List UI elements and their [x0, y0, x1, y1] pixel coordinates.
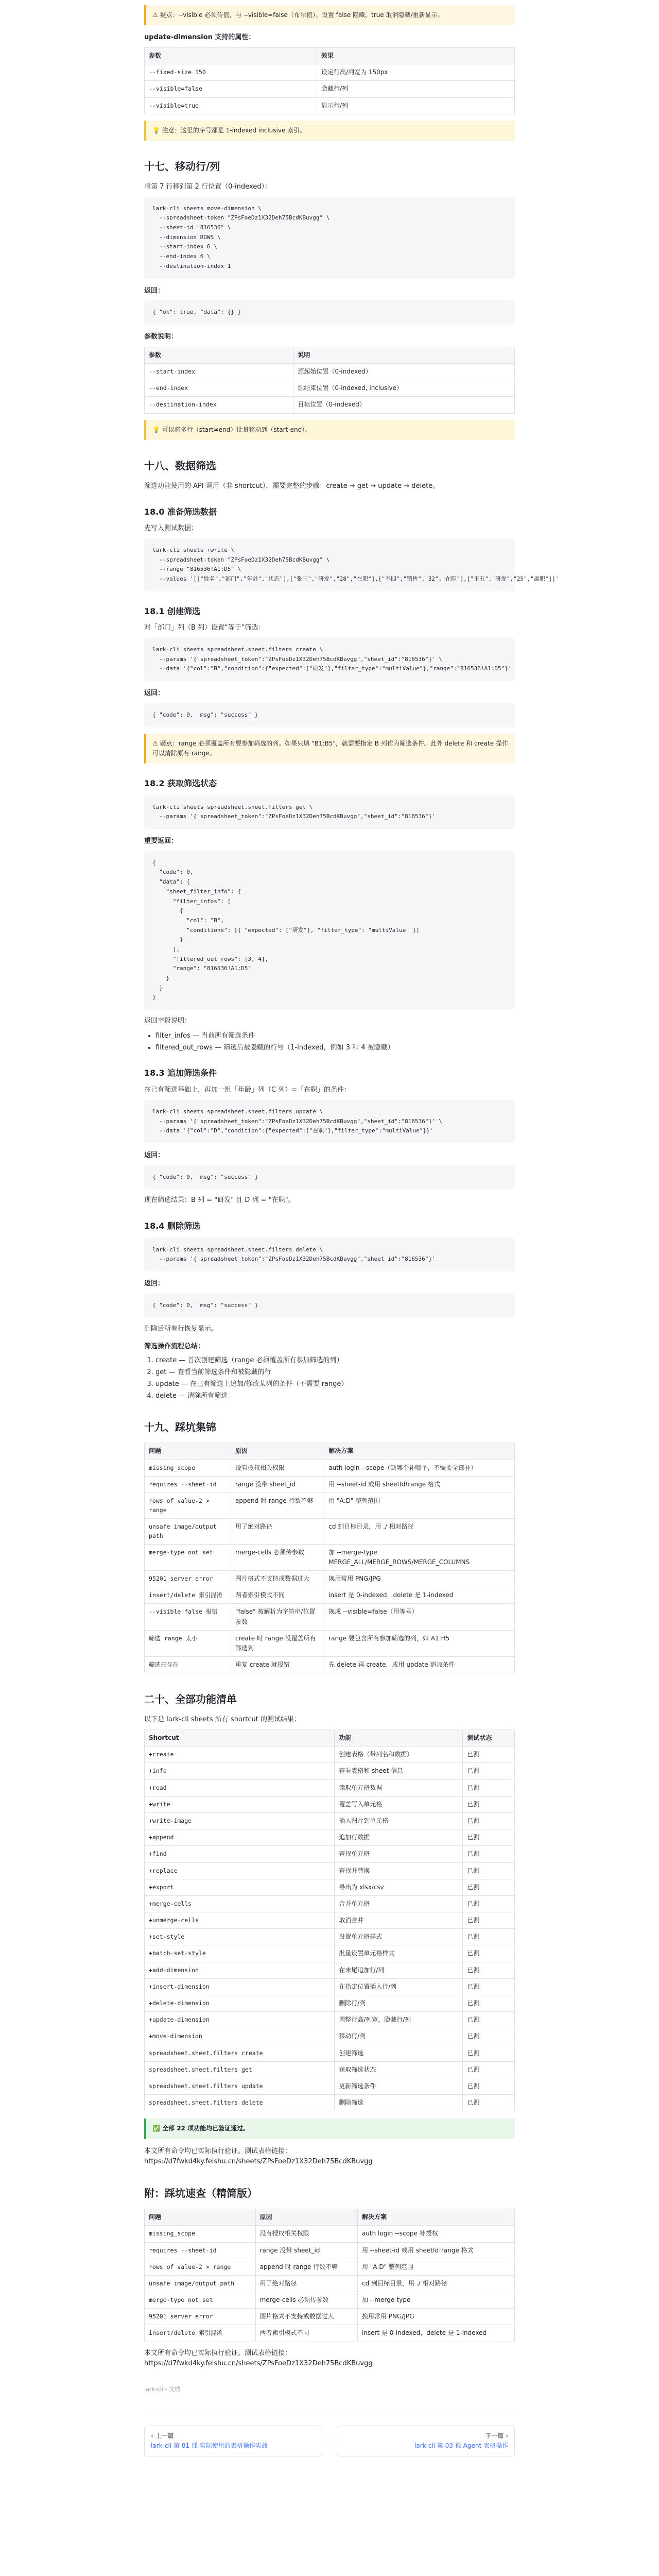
table-row	[145, 81, 515, 97]
cell: +set-style	[145, 1929, 335, 1945]
s18-2-after: 返回字段说明：	[144, 1017, 192, 1025]
cell: append 时 range 行数不够	[255, 2259, 357, 2275]
page	[0, 5, 659, 2477]
cell: 已测	[463, 2012, 515, 2028]
cell: 已测	[463, 1995, 515, 2012]
s18-2-code[interactable]: lark-cli sheets spreadsheet.sheet.filters get \ --params '{"spreadsheet_token":"ZPsFoeDz1X32Deh75BcdKBuvgg","sheet_id":"816536"}'	[144, 795, 515, 829]
cell: 用了绝对路径	[231, 1518, 324, 1544]
col-header: 问题	[145, 2209, 256, 2226]
cell: 获取筛选状态	[335, 2061, 463, 2078]
table-row	[145, 1604, 515, 1630]
cell: 换成 --visible=false（用等号）	[324, 1604, 515, 1630]
table-row	[145, 2325, 515, 2342]
appendix-title: 附：踩坑速查（精简版）	[144, 2187, 257, 2200]
next-label: 下一篇 ›	[485, 2432, 508, 2439]
table-row	[145, 1570, 515, 1587]
cell: cd 到目标目录，用 ./ 相对路径	[324, 1518, 515, 1544]
cell: 两者索引模式不同	[255, 2325, 357, 2342]
table-row	[145, 2061, 515, 2078]
s18-3-desc: 在已有筛选基础上，再加一组「年龄」列（C 列）=「在职」的条件：	[144, 1086, 351, 1094]
cell: 合并单元格	[335, 1895, 463, 1912]
cell: 设置单元格样式	[335, 1929, 463, 1945]
s18-4-title: 18.4 删除筛选	[144, 1221, 201, 1231]
table-row	[145, 1460, 515, 1476]
table-row	[145, 2242, 515, 2259]
table-row	[145, 1879, 515, 1895]
table-row	[145, 97, 515, 114]
prev-label: ‹ 上一篇	[151, 2432, 174, 2439]
cell: 已测	[463, 1912, 515, 1929]
table-row	[145, 1995, 515, 2012]
cell: 创建筛选	[335, 2045, 463, 2061]
cell: --fixed-size 150	[145, 64, 317, 81]
table-row	[145, 1912, 515, 1929]
s18-3-title: 18.3 追加筛选条件	[144, 1068, 217, 1078]
cell: +move-dimension	[145, 2028, 335, 2045]
cell: 取消合并	[335, 1912, 463, 1929]
cell: 读取单元格数据	[335, 1780, 463, 1796]
cell: 已测	[463, 1846, 515, 1862]
s17-result-code[interactable]: { "ok": true, "data": {} }	[144, 300, 515, 325]
cell: 源起始位置（0-indexed）	[293, 364, 515, 380]
table-row	[145, 380, 515, 397]
s18-2-res-label: 重要返回：	[144, 837, 178, 845]
cell: 已测	[463, 1945, 515, 1962]
document	[144, 5, 559, 2456]
s20-table-body	[145, 1747, 515, 2111]
cell: 加 --merge-type MERGE_ALL/MERGE_ROWS/MERGE_COLUMNS	[324, 1544, 515, 1570]
cell: 已测	[463, 1780, 515, 1796]
cell: auth login --scope 补授权	[357, 2226, 514, 2242]
cell: insert 是 0-indexed，delete 是 1-indexed	[324, 1587, 515, 1604]
list-item: 4. delete — 清除所有筛选	[155, 1391, 515, 1402]
prev-page-link[interactable]	[144, 2426, 322, 2456]
cell: merge-cells 必须传参数	[255, 2292, 357, 2309]
cell: 筛选已存在	[145, 1657, 231, 1673]
table-row	[145, 2275, 515, 2292]
cell: 查找单元格	[335, 1846, 463, 1862]
cell: 95201 server error	[145, 2309, 256, 2325]
col-header: 参数	[145, 47, 317, 64]
cell: +write-image	[145, 1812, 335, 1829]
cell: 设定行高/列宽为 150px	[317, 64, 514, 81]
cell: 用 --sheet-id 或用 sheetId!range 格式	[357, 2242, 514, 2259]
s18-1-code[interactable]: lark-cli sheets spreadsheet.sheet.filters create \ --params '{"spreadsheet_token":"ZPsFoeDz1X32Deh75BcdKBuvgg","sheet_id":"816536"}' \ --data '{"col":"B","condition":{"expected":["研发"],"filter_type":"multiValue"},"range":"816536!A1:D5"}'	[144, 638, 515, 681]
cell: 已测	[463, 1895, 515, 1912]
cell: spreadsheet.sheet.filters delete	[145, 2095, 335, 2111]
cell: +unmerge-cells	[145, 1912, 335, 1929]
s18-0-code[interactable]: lark-cli sheets +write \ --spreadsheet-token "ZPsFoeDz1X32Deh75BcdKBuvgg" \ --range "816536!A1:D5" \ --values '[["姓名","部门","年龄","状态"],["张三","研发","28","在职"],["李四","销售","32","在职"],["王五","研发","25","离职"]]'	[144, 538, 515, 591]
table-row	[145, 2095, 515, 2111]
col-header: 效果	[317, 47, 514, 64]
cell: 删除行/列	[335, 1995, 463, 2012]
cell: 批量设置单元格样式	[335, 1945, 463, 1962]
next-page-link[interactable]	[337, 2426, 515, 2456]
cell: 用了绝对路径	[255, 2275, 357, 2292]
cell: 调整行高/列宽，隐藏行/列	[335, 2012, 463, 2028]
cell: 已测	[463, 1879, 515, 1895]
cell: 插入图片到单元格	[335, 1812, 463, 1829]
cell: missing_scope	[145, 1460, 231, 1476]
s18-1-res-code[interactable]: { "code": 0, "msg": "success" }	[144, 703, 515, 727]
col-header: 功能	[335, 1730, 463, 1747]
cell: 导出为 xlsx/csv	[335, 1879, 463, 1895]
table-row	[145, 1657, 515, 1673]
table-row	[145, 1747, 515, 1763]
cell: 用 "A:D" 整列范围	[324, 1493, 515, 1519]
s18-flow-label: 筛选操作流程总结：	[144, 1343, 205, 1351]
cell: insert 是 0-indexed，delete 是 1-indexed	[357, 2325, 514, 2342]
cell: insert/delete 索引混淆	[145, 1587, 231, 1604]
appendix-table-body	[145, 2226, 515, 2342]
cell: unsafe image/output path	[145, 1518, 231, 1544]
s18-3-note: 现在筛选结果：B 列 = "研发" 且 D 列 = "在职"。	[144, 1196, 295, 1205]
table-row	[145, 364, 515, 380]
table-row	[145, 2226, 515, 2242]
cell: 显示行/列	[317, 97, 514, 114]
s18-4-code[interactable]: lark-cli sheets spreadsheet.sheet.filters delete \ --params '{"spreadsheet_token":"ZPsFoeDz1X32Deh75BcdKBuvgg","sheet_id":"816536"}'	[144, 1238, 515, 1272]
table-row	[145, 1929, 515, 1945]
appendix-table	[144, 2209, 515, 2342]
cell: +append	[145, 1829, 335, 1846]
cell: +export	[145, 1879, 335, 1895]
cell: 用 "A:D" 整列范围	[357, 2259, 514, 2275]
cell: 隐藏行/列	[317, 81, 514, 97]
s18-1-title: 18.1 创建筛选	[144, 606, 201, 616]
table-row	[145, 1630, 515, 1656]
cell: 已测	[463, 2095, 515, 2111]
cell: 换用常用 PNG/JPG	[324, 1570, 515, 1587]
table-row	[145, 1945, 515, 1962]
cell: merge-cells 必须传参数	[231, 1544, 324, 1570]
cell: 目标位置（0-indexed）	[293, 397, 515, 413]
s18-flow-list	[144, 1355, 515, 1401]
prev-title: lark-cli 第 01 课 实际使用的表格操作实战	[151, 2442, 268, 2450]
cell: 已测	[463, 1747, 515, 1763]
table-row	[145, 1796, 515, 1812]
s18-3-res-code[interactable]: { "code": 0, "msg": "success" }	[144, 1165, 515, 1190]
cell: --visible false 报错	[145, 1604, 231, 1630]
cell: +insert-dimension	[145, 1978, 335, 1995]
cell: 重复 create 就报错	[231, 1657, 324, 1673]
cell: +find	[145, 1846, 335, 1862]
cell: 更新筛选条件	[335, 2078, 463, 2094]
table-row	[145, 1978, 515, 1995]
cell: 已测	[463, 1962, 515, 1978]
col-header: 问题	[145, 1443, 231, 1460]
col-header: 解决方案	[324, 1443, 515, 1460]
cell: requires --sheet-id	[145, 1476, 231, 1493]
cell: 筛选 range 太小	[145, 1630, 231, 1656]
col-header: 说明	[293, 347, 515, 363]
s18-0-desc: 先写入测试数据：	[144, 524, 198, 533]
s18-0-title: 18.0 准备筛选数据	[144, 506, 217, 517]
table-row	[145, 1812, 515, 1829]
col-header: 测试状态	[463, 1730, 515, 1747]
cell: +replace	[145, 1862, 335, 1879]
cell: 已测	[463, 1763, 515, 1780]
cell: spreadsheet.sheet.filters update	[145, 2078, 335, 2094]
list-item: • filtered_out_rows — 筛选后被隐藏的行号（1-indexed，例如 3 和 4 被隐藏）	[155, 1043, 515, 1054]
cell: 查看表格和 sheet 信息	[335, 1763, 463, 1780]
cell: 移动行/列	[335, 2028, 463, 2045]
cell: 没有授权相关权限	[255, 2226, 357, 2242]
s18-intro: 筛选功能使用的 API 调用（非 shortcut），需要完整的步骤：create → get → update → delete。	[144, 482, 440, 490]
breadcrumb[interactable]: lark-cli › 文档	[144, 2386, 181, 2393]
table-row	[145, 2292, 515, 2309]
cell: +delete-dimension	[145, 1995, 335, 2012]
cell: +read	[145, 1780, 335, 1796]
cell: 已测	[463, 1829, 515, 1846]
list-item: 2. get — 查看当前筛选条件和被隐藏的行	[155, 1367, 515, 1378]
cell: merge-type not set	[145, 1544, 231, 1570]
s18-4-res-label: 返回：	[144, 1280, 165, 1288]
cell: 两者索引模式不同	[231, 1587, 324, 1604]
table-row	[145, 2259, 515, 2275]
col-header: 原因	[255, 2209, 357, 2226]
table-row	[145, 2045, 515, 2061]
cell: 创建表格（带列名和数据）	[335, 1747, 463, 1763]
table-row	[145, 1518, 515, 1544]
cell: --visible=true	[145, 97, 317, 114]
s18-2-res-code[interactable]: { "code": 0, "data": { "sheet_filter_info": { "filter_infos": [ { "col": "B", "conditions": [{ "expected": ["研发"], "filter_type": "multiValue" }] } ], "filtered_out_rows": [3, 4], "range": "816536!A1:D5" } } }	[144, 851, 515, 1010]
cell: 已测	[463, 1796, 515, 1812]
table-row	[145, 1476, 515, 1493]
s18-3-code[interactable]: lark-cli sheets spreadsheet.sheet.filters update \ --params '{"spreadsheet_token":"ZPsFoeDz1X32Deh75BcdKBuvgg","sheet_id":"816536"}' \ --data '{"col":"D","condition":{"expected":["在职"],"filter_type":"multiValue"}}'	[144, 1100, 515, 1143]
s18-4-note: 删除后所有行恢复显示。	[144, 1325, 218, 1333]
table-row	[145, 1493, 515, 1519]
s17-title: 十七、移动行/列	[144, 160, 220, 173]
cell: --start-index	[145, 364, 293, 380]
table-row	[145, 1895, 515, 1912]
cell: +add-dimension	[145, 1962, 335, 1978]
s18-1-desc: 对「部门」列（B 列）设置“等于”筛选：	[144, 624, 265, 632]
cell: +create	[145, 1747, 335, 1763]
cell: 已测	[463, 1862, 515, 1879]
table-row	[145, 2028, 515, 2045]
cell: range 没带 sheet_id	[255, 2242, 357, 2259]
cell: 加 --merge-type	[357, 2292, 514, 2309]
s18-2-title: 18.2 获取筛选状态	[144, 778, 217, 788]
s18-3-res-label: 返回：	[144, 1151, 165, 1159]
s17-intro: 将第 7 行移到第 2 行位置（0-indexed）：	[144, 182, 271, 191]
s20-intro: 以下是 lark-cli sheets 所有 shortcut 的测试结果：	[144, 1716, 301, 1724]
cell: --visible=false	[145, 81, 317, 97]
cell: unsafe image/output path	[145, 2275, 256, 2292]
s17-tip: 💡 可以将多行（start≠end）批量移动到（start-end）。	[144, 420, 515, 440]
cell: insert/delete 索引混淆	[145, 2325, 256, 2342]
cell: rows of value-2 > range	[145, 1493, 231, 1519]
list-item: 1. create — 首次创建筛选（range 必须覆盖所有参加筛选的列）	[155, 1355, 515, 1366]
appendix-link-note: 本文所有命令均已实际执行验证。测试表格链接：https://d7fwkd4ky.feishu.cn/sheets/ZPsFoeDz1X32Deh75BcdKBuvgg	[144, 2349, 373, 2368]
table-row	[145, 1780, 515, 1796]
cell: +write	[145, 1796, 335, 1812]
top-warning: ⚠ 疑点：--visible 必须传值，与 --visible=false（布尔值）。设置 false 隐藏，true 取消隐藏/重新显示。	[144, 5, 515, 25]
cell: 在末尾追加行/列	[335, 1962, 463, 1978]
s18-1-res-label: 返回：	[144, 689, 165, 698]
table-row	[145, 2309, 515, 2325]
s19-title: 十九、踩坑集锦	[144, 1421, 216, 1434]
table-row	[145, 1962, 515, 1978]
cell: 已测	[463, 1978, 515, 1995]
cell: 没有授权相关权限	[231, 1460, 324, 1476]
cell: requires --sheet-id	[145, 2242, 256, 2259]
cell: "false" 被解析为字符串/位置参数	[231, 1604, 324, 1630]
s19-table	[144, 1443, 515, 1673]
s18-4-res-code[interactable]: { "code": 0, "msg": "success" }	[144, 1294, 515, 1318]
table-row	[145, 1587, 515, 1604]
cell: merge-type not set	[145, 2292, 256, 2309]
s16-tip: 💡 注意：这里的序号都是 1-indexed inclusive 索引。	[144, 121, 515, 141]
cell: 已测	[463, 1812, 515, 1829]
col-header: 原因	[231, 1443, 324, 1460]
cell: 用 --sheet-id 或用 sheetId!range 格式	[324, 1476, 515, 1493]
s17-params-table	[144, 347, 515, 414]
cell: 已测	[463, 1929, 515, 1945]
cell: 在指定位置插入行/列	[335, 1978, 463, 1995]
s20-link-note: 本文所有命令均已实际执行验证。测试表格链接：https://d7fwkd4ky.feishu.cn/sheets/ZPsFoeDz1X32Deh75BcdKBuvgg	[144, 2147, 373, 2166]
cell: append 时 range 行数不够	[231, 1493, 324, 1519]
cell: +info	[145, 1763, 335, 1780]
s20-title: 二十、全部功能清单	[144, 1693, 237, 1706]
cell: range 要包含所有参加筛选的列，如 A1:H5	[324, 1630, 515, 1656]
cell: spreadsheet.sheet.filters create	[145, 2045, 335, 2061]
s20-ok-banner: ✅ 全部 22 项功能均已验证通过。	[144, 2119, 515, 2139]
list-item: • filter_infos — 当前所有筛选条件	[155, 1031, 515, 1042]
cell: 查找并替换	[335, 1862, 463, 1879]
table-row	[145, 1846, 515, 1862]
cell: 已测	[463, 2045, 515, 2061]
cell: --destination-index	[145, 397, 293, 413]
cell: +merge-cells	[145, 1895, 335, 1912]
cell: +batch-set-style	[145, 1945, 335, 1962]
cell: missing_scope	[145, 2226, 256, 2242]
table-row	[145, 2012, 515, 2028]
s20-table	[144, 1730, 515, 2111]
s18-title: 十八、数据筛选	[144, 459, 216, 472]
table-row	[145, 64, 515, 81]
s17-params-label: 参数说明：	[144, 333, 178, 341]
s18-2-list	[144, 1031, 515, 1054]
col-header: 解决方案	[357, 2209, 514, 2226]
cell: 已测	[463, 2028, 515, 2045]
table-row	[145, 1763, 515, 1780]
cell: 换用常用 PNG/JPG	[357, 2309, 514, 2325]
table-row	[145, 1862, 515, 1879]
cell: create 时 range 没覆盖所有筛选列	[231, 1630, 324, 1656]
table-row	[145, 1544, 515, 1570]
footer-nav	[144, 2415, 515, 2456]
s17-code[interactable]: lark-cli sheets move-dimension \ --spreadsheet-token "ZPsFoeDz1X32Deh75BcdKBuvgg" \ --sheet-id "816536" \ --dimension ROWS \ --start-index 6 \ --end-index 6 \ --destination-index 1	[144, 197, 515, 279]
s19-table-body	[145, 1460, 515, 1673]
cell: 追加行数据	[335, 1829, 463, 1846]
col-header: 参数	[145, 347, 293, 363]
cell: 图片格式不支持或数据过大	[255, 2309, 357, 2325]
table-row	[145, 2078, 515, 2094]
table-row	[145, 397, 515, 413]
cell: 先 delete 再 create，或用 update 追加条件	[324, 1657, 515, 1673]
cell: 覆盖写入单元格	[335, 1796, 463, 1812]
cell: 源结束位置（0-indexed, inclusive）	[293, 380, 515, 397]
cell: 删除筛选	[335, 2095, 463, 2111]
s18-1-warning: ⚠ 疑点：range 必须覆盖所有要参加筛选的列。如果只填 "B1:B5"，就需要指定 B 列作为筛选条件。此外 delete 和 create 操作可以清除原有 range。	[144, 734, 515, 764]
cell: cd 到目标目录，用 ./ 相对路径	[357, 2275, 514, 2292]
s16-table	[144, 47, 515, 114]
cell: spreadsheet.sheet.filters get	[145, 2061, 335, 2078]
cell: auth login --scope（缺哪个补哪个，不需要全部补）	[324, 1460, 515, 1476]
list-item: 3. update — 在已有筛选上追加/修改某列的条件（不需要 range）	[155, 1379, 515, 1390]
s16-heading: update-dimension 支持的属性：	[144, 33, 255, 42]
cell: 图片格式不支持或数据过大	[231, 1570, 324, 1587]
cell: 已测	[463, 2061, 515, 2078]
cell: --end-index	[145, 380, 293, 397]
cell: 已测	[463, 2078, 515, 2094]
table-row	[145, 1829, 515, 1846]
cell: +update-dimension	[145, 2012, 335, 2028]
cell: range 没带 sheet_id	[231, 1476, 324, 1493]
cell: rows of value-2 > range	[145, 2259, 256, 2275]
s17-result-label: 返回：	[144, 286, 165, 295]
next-title: lark-cli 第 03 课 Agent 表格操作	[414, 2442, 508, 2450]
col-header: Shortcut	[145, 1730, 335, 1747]
cell: 95201 server error	[145, 1570, 231, 1587]
